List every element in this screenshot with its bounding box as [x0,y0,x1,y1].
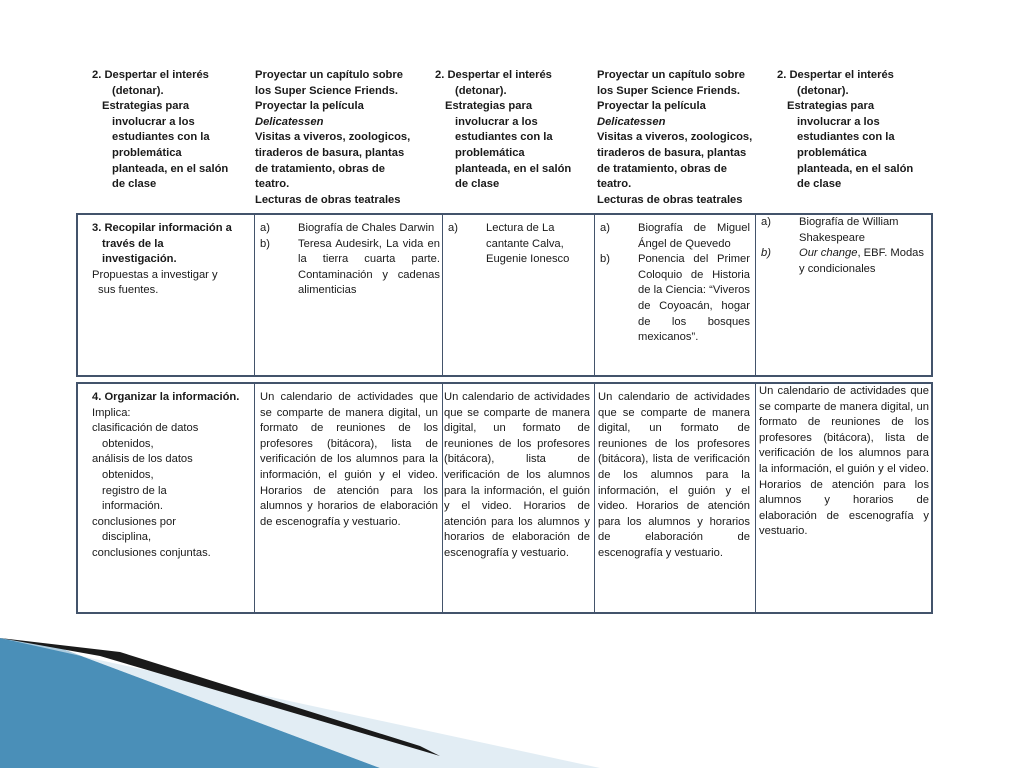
row4-line: conclusiones conjuntas. [92,546,211,559]
list-marker: a) [600,222,610,234]
swoosh-blue-band [0,638,380,768]
row4-line: obtenidos, [102,468,154,481]
header-col1-line: involucrar a los [112,115,195,128]
row3-sub-line: sus fuentes. [98,284,159,297]
header-col4-line: Proyectar un capítulo sobre [597,69,745,81]
decorative-swoosh [0,638,1024,768]
header-col5-line: problemática [797,146,867,159]
row4-col3-activities: Un calendario de actividades que se comparte de manera digital, un formato de reuniones de los profesores (bitácora), lista de verificación de los alumnos para la información, el guión y el video. Horarios de atención para los alumnos y horarios de elaboración de escenografía y vestuario. [444,391,590,559]
row3-title-line: investigación. [102,253,177,266]
header-col3-line: involucrar a los [455,115,538,128]
header-col5-line: estudiantes con la [797,131,895,144]
row3-col2 [260,221,440,299]
row3-col4 [600,221,750,346]
header-col2-line: los Super Science Friends. [255,84,399,97]
header-col3-line: estudiantes con la [455,131,553,144]
header-col2-line: de tratamiento, obras de [255,162,385,175]
header-col2-line: Proyectar un capítulo sobre [255,69,403,81]
list-marker: a) [260,222,270,234]
row4-line: clasificación de datos [92,422,199,435]
our-change-title: Our change [799,247,858,260]
row3-col3 [448,221,590,268]
header-col3-line: planteada, en el salón [455,162,572,175]
list-item [260,221,440,237]
header-col4-line: los Super Science Friends. [597,84,741,97]
header-col1-line: (detonar). [112,84,164,97]
row3-table [76,213,933,377]
row4-col1: 4. Organizar la información. Implica: clasificación de datos obtenidos, análisis de los datos obtenidos, registro de la información. conclusiones por disciplina, conclusiones conjuntas. [92,390,252,562]
header-col2-line: Visitas a viveros, zoologicos, [255,131,411,144]
header-col1-line: estudiantes con la [112,131,210,144]
row4-table [76,382,933,614]
header-col2-line: tiraderos de basura, plantas [255,146,405,159]
header-col3-line: 2. Despertar el interés [435,69,552,81]
row4-line: obtenidos, [102,437,154,450]
row3-col5-item-a: a) Biografía de William Shakespeare [761,216,899,244]
row3-title-line: 3. Recopilar información a [92,222,232,234]
list-text: Lectura de La cantante Calva, Eugenie Ionesco [486,222,570,266]
header-col1-line: 2. Despertar el interés [92,69,209,81]
header-col4-line: teatro. [597,178,632,191]
header-col3-line: Estrategias para [445,100,533,113]
row3-col1 [92,221,252,299]
list-text: Biografía de Miguel Ángel de Quevedo [638,222,750,250]
row4-line: análisis de los datos [92,453,193,466]
header-col1-line: problemática [112,146,182,159]
row3-col5-item-b: b) Our change, EBF. Modas y condicionales [761,247,924,275]
header-col4-line: Visitas a viveros, zoologicos, [597,131,753,144]
header-col1 [92,68,252,193]
header-col3-line: (detonar). [455,84,507,97]
list-item [600,221,750,252]
list-item [448,221,590,268]
header-col2-movie-title: Delicatessen [255,115,324,128]
list-marker: a) [448,222,458,234]
header-col5-line: de clase [797,178,842,191]
row4-col4-activities: Un calendario de actividades que se comparte de manera digital, un formato de reuniones de los profesores (bitácora), lista de verificación de los alumnos para la información, el guión y el video. Horarios de atención para los alumnos y horarios de elaboración de escenografía y vestuario. [598,391,750,559]
header-col2-line: teatro. [255,178,290,191]
row4-line: disciplina, [102,531,152,544]
header-col1-line: planteada, en el salón [112,162,229,175]
row4-col2-activities: Un calendario de actividades que se comparte de manera digital, un formato de reuniones de los profesores (bitácora), lista de verificación de los alumnos para la información, el guión y el video. Horarios de atención para los alumnos y horarios de elaboración de escenografía y vestuario. [260,391,438,528]
header-col5-line: Estrategias para [787,100,875,113]
row4-line: conclusiones por [92,515,176,528]
list-text: Teresa Audesirk, La vida en la tierra cuarta parte. Contaminación y cadenas alimenticias [298,237,440,297]
header-col4 [597,68,782,208]
header-col3-line: de clase [455,178,500,191]
header-col5-line: 2. Despertar el interés [777,69,894,81]
header-col5-line: planteada, en el salón [797,162,914,175]
list-marker: b) [260,237,270,250]
row3-sub-line: Propuestas a investigar y [92,268,218,281]
list-marker: b) [600,253,610,266]
row4-line: registro de la [102,484,167,497]
header-col5 [777,68,937,193]
list-item [600,252,750,346]
header-col3-line: problemática [455,146,525,159]
header-col1-line: Estrategias para [102,100,190,113]
header-col4-line: Proyectar la película [597,100,706,113]
header-col4-line: Lecturas de obras teatrales [597,193,743,206]
row4-col5-activities: Un calendario de actividades que se comparte de manera digital, un formato de reuniones de los profesores (bitácora), lista de verificación de los alumnos para la información, el guión y el video. Horarios de atención para los alumnos y horarios de elaboración de escenografía y vestuario. [759,385,929,538]
header-col5-line: involucrar a los [797,115,880,128]
header-col3 [435,68,595,193]
list-text: Ponencia del Primer Coloquio de Historia de la Ciencia: “Viveros de Coyoacán, hogar de los bosques mexicanos”. [638,253,750,344]
row4-line: Implica: [92,406,131,419]
header-col2-line: Lecturas de obras teatrales [255,193,401,206]
row3-col5 [761,215,931,277]
header-col2 [255,68,440,208]
list-text: Biografía de Chales Darwin [298,222,435,234]
row4-line: información. [102,500,163,513]
header-col4-movie-title: Delicatessen [597,115,666,128]
header-col2-line: Proyectar la película [255,100,364,113]
row3-title-line: través de la [102,237,164,250]
header-col4-line: tiraderos de basura, plantas [597,146,747,159]
list-item [260,237,440,299]
header-col5-line: (detonar). [797,84,849,97]
header-col4-line: de tratamiento, obras de [597,162,727,175]
header-col1-line: de clase [112,178,157,191]
